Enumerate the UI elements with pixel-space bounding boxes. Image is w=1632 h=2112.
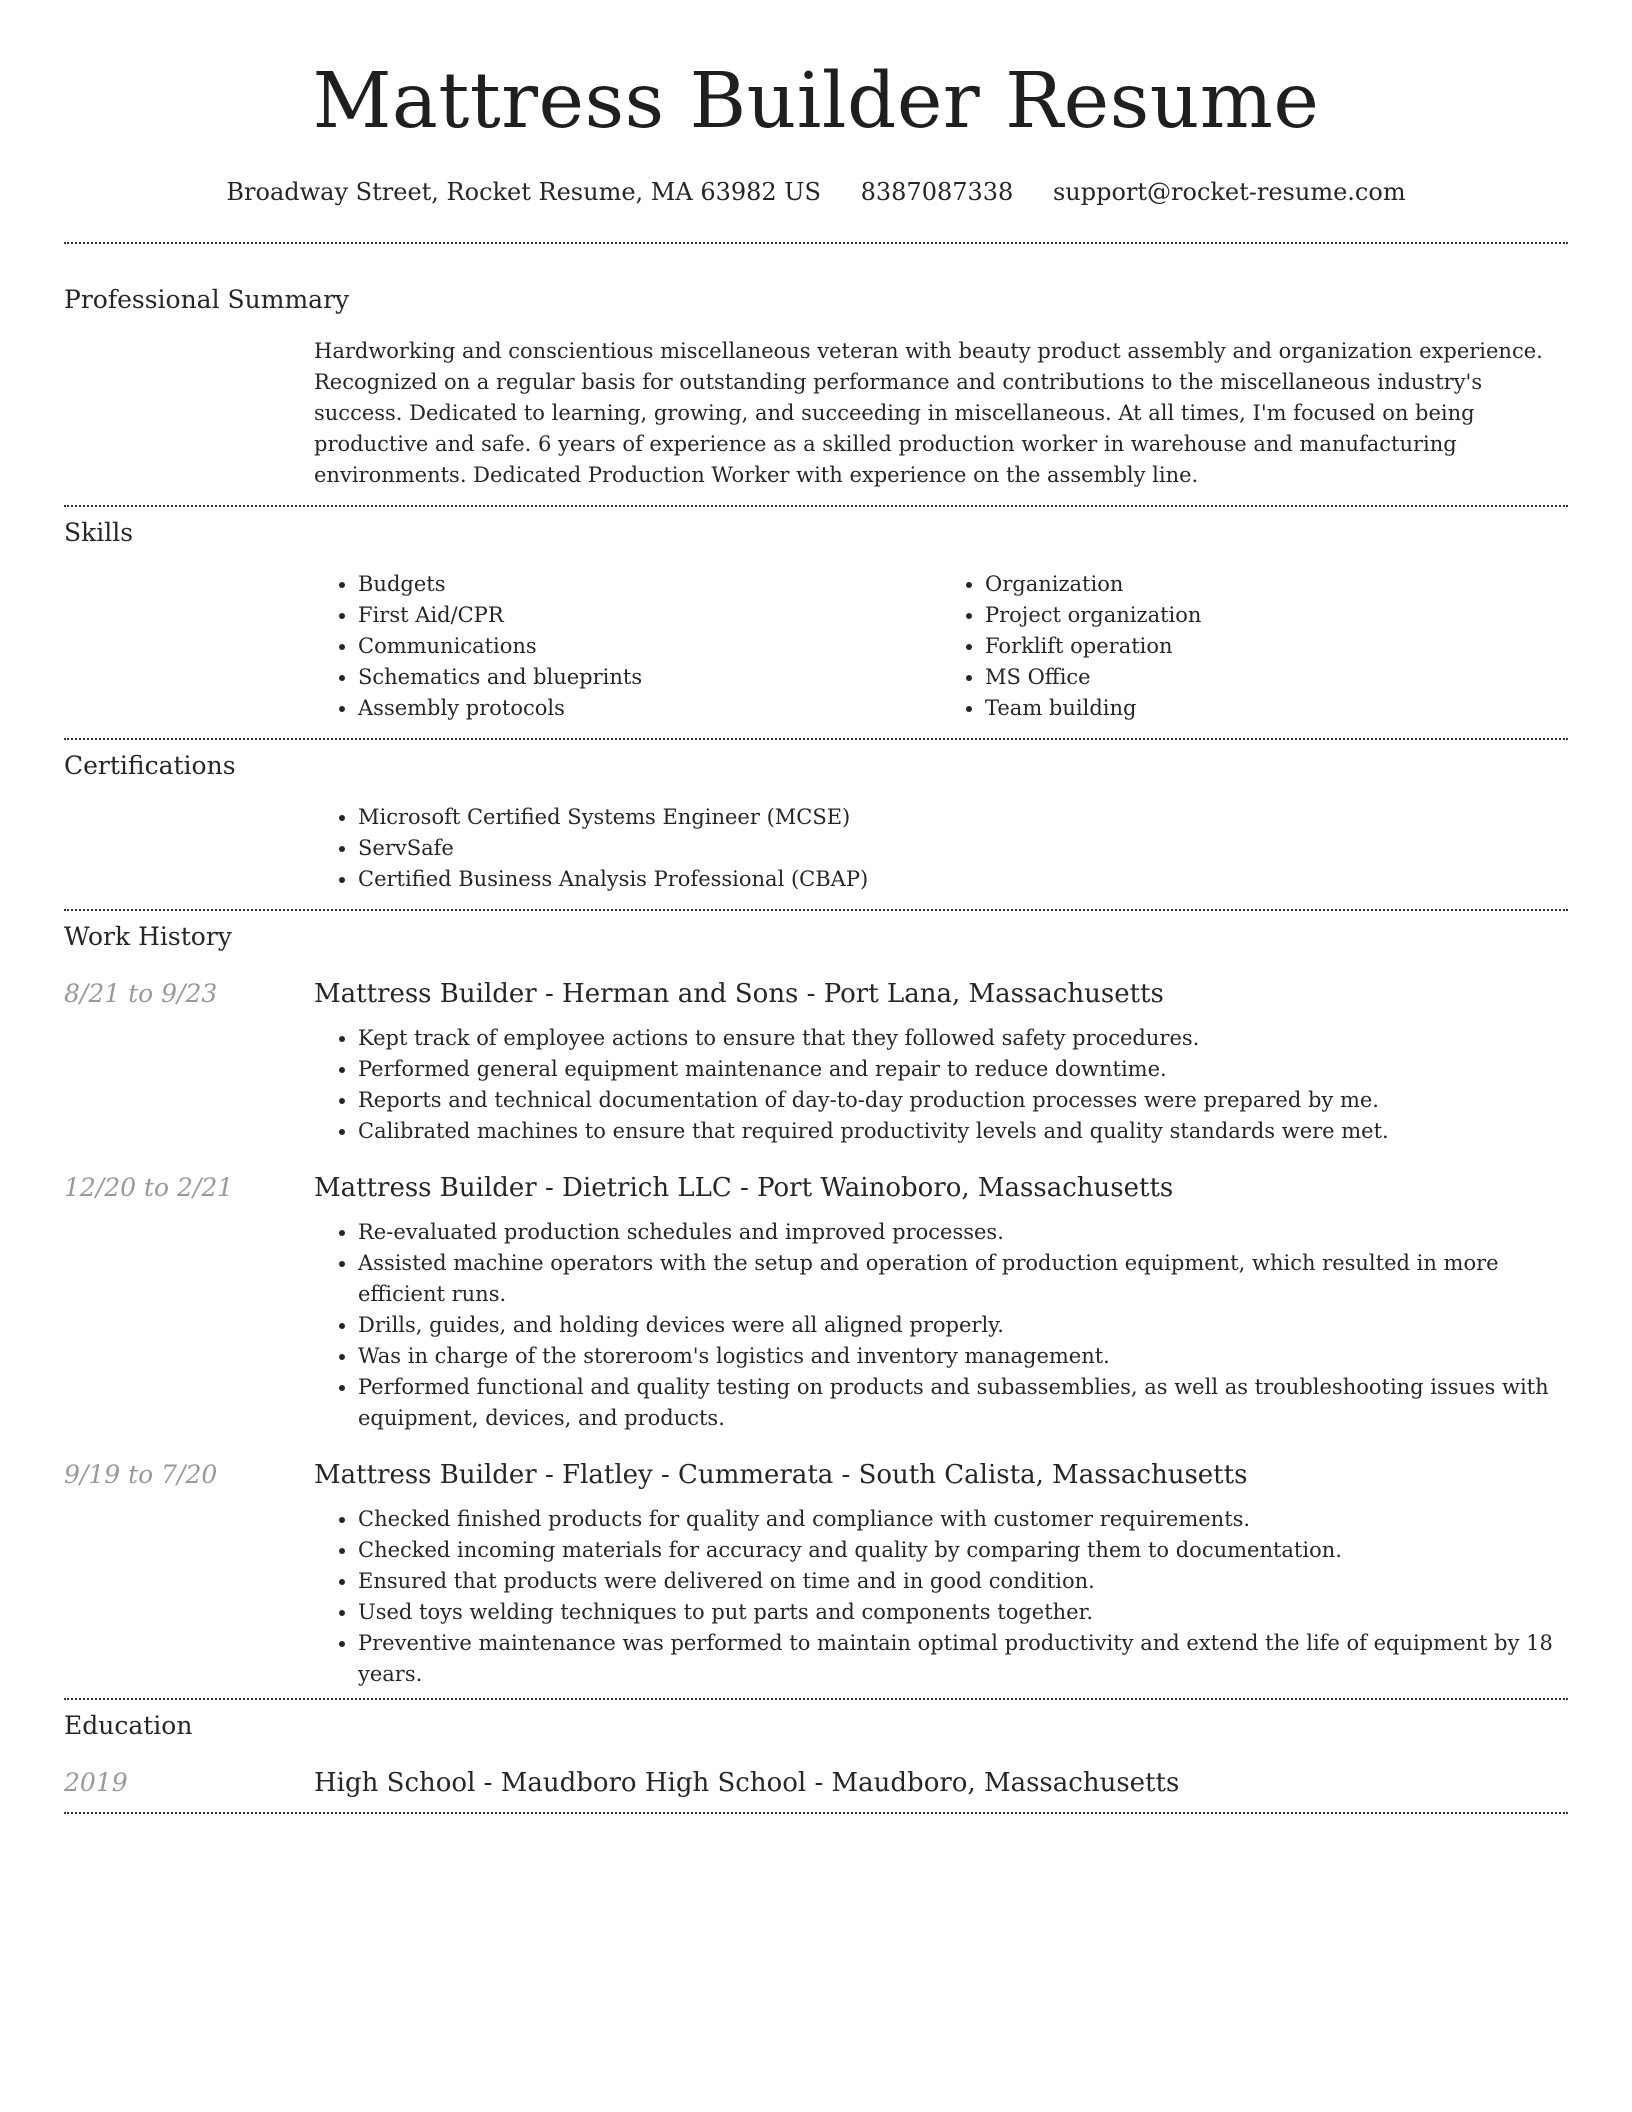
duty-item: • Preventive maintenance was performed to maintain optimal productivity and extend the life of equipment by 18 years.: [358, 1628, 1568, 1690]
education-entry: [64, 1768, 1568, 1812]
skill-item: • Budgets: [358, 569, 941, 600]
education-title: High School - Maudboro High School - Maudboro, Massachusetts: [314, 1768, 1180, 1798]
certification-item: • Microsoft Certified Systems Engineer (MCSE): [358, 802, 1568, 833]
job-title: Mattress Builder - Dietrich LLC - Port Wainoboro, Massachusetts: [314, 1173, 1174, 1203]
duty-item: • Assisted machine operators with the setup and operation of production equipment, which resulted in more efficient runs.: [358, 1248, 1568, 1310]
skill-item: • Team building: [985, 693, 1568, 724]
certifications-list: [314, 802, 1568, 909]
skills-section: [64, 517, 1568, 738]
divider: [64, 909, 1568, 911]
job-entry: [64, 1460, 1568, 1698]
job-duties: [314, 1217, 1568, 1434]
summary-heading: Professional Summary: [64, 285, 350, 314]
skill-item: • Project organization: [985, 600, 1568, 631]
work-history-section: [64, 921, 1568, 1698]
divider: [64, 1698, 1568, 1700]
job-title: Mattress Builder - Flatley - Cummerata - South Calista, Massachusetts: [314, 1460, 1248, 1490]
certifications-section: [64, 750, 1568, 909]
skill-item: • MS Office: [985, 662, 1568, 693]
duty-item: • Checked incoming materials for accuracy and quality by comparing them to documentation.: [358, 1535, 1568, 1566]
contact-email: support@rocket-resume.com: [1052, 178, 1406, 206]
skills-heading: Skills: [64, 518, 134, 547]
certification-item: • ServSafe: [358, 833, 1568, 864]
certifications-heading: Certifications: [64, 751, 236, 780]
job-entry: [64, 1173, 1568, 1434]
skill-item: • Communications: [358, 631, 941, 662]
skill-item: • Forklift operation: [985, 631, 1568, 662]
divider: [64, 242, 1568, 244]
duty-item: • Calibrated machines to ensure that required productivity levels and quality standards were met.: [358, 1116, 1568, 1147]
duty-item: • Ensured that products were delivered on time and in good condition.: [358, 1566, 1568, 1597]
skills-lists: [314, 569, 1568, 738]
education-heading: Education: [64, 1711, 193, 1740]
job-dates: 8/21 to 9/23: [64, 979, 218, 1008]
skill-item: • First Aid/CPR: [358, 600, 941, 631]
duty-item: • Drills, guides, and holding devices were all aligned properly.: [358, 1310, 1568, 1341]
skill-item: • Schematics and blueprints: [358, 662, 941, 693]
duty-item: • Performed functional and quality testing on products and subassemblies, as well as troubleshooting issues with equipment, devices, and products.: [358, 1372, 1568, 1434]
summary-text: Hardworking and conscientious miscellaneous veteran with beauty product assembly and organization experience. Recognized on a regular basis for outstanding performance and contributions to the miscellaneous industry's success. Dedicated to learning, growing, and succeeding in miscellaneous. At all times, I'm focused on being productive and safe. 6 years of experience as a skilled production worker in warehouse and manufacturing environments. Dedicated Production Worker with experience on the assembly line.: [314, 339, 1543, 487]
education-year: 2019: [64, 1768, 128, 1797]
duty-item: • Kept track of employee actions to ensure that they followed safety procedures.: [358, 1023, 1568, 1054]
contact-phone: 8387087338: [860, 178, 1014, 206]
divider: [64, 1812, 1568, 1814]
job-dates: 12/20 to 2/21: [64, 1173, 234, 1202]
skills-list-right: [941, 569, 1568, 724]
divider: [64, 505, 1568, 507]
skills-list-left: [314, 569, 941, 724]
certification-item: • Certified Business Analysis Professional (CBAP): [358, 864, 1568, 895]
job-dates: 9/19 to 7/20: [64, 1460, 218, 1489]
duty-item: • Checked finished products for quality and compliance with customer requirements.: [358, 1504, 1568, 1535]
job-duties: [314, 1504, 1568, 1698]
duty-item: • Used toys welding techniques to put parts and components together.: [358, 1597, 1568, 1628]
skill-item: • Assembly protocols: [358, 693, 941, 724]
duty-item: • Was in charge of the storeroom's logistics and inventory management.: [358, 1341, 1568, 1372]
duty-item: • Re-evaluated production schedules and improved processes.: [358, 1217, 1568, 1248]
work-history-heading: Work History: [64, 922, 232, 951]
contact-address: Broadway Street, Rocket Resume, MA 63982 US: [226, 178, 821, 206]
job-title: Mattress Builder - Herman and Sons - Port Lana, Massachusetts: [314, 979, 1164, 1009]
duty-item: • Reports and technical documentation of day-to-day production processes were prepared by me.: [358, 1085, 1568, 1116]
divider: [64, 738, 1568, 740]
skill-item: • Organization: [985, 569, 1568, 600]
summary-section: [64, 284, 1568, 505]
job-duties: [314, 1023, 1568, 1147]
job-entry: [64, 979, 1568, 1147]
resume-title: Mattress Builder Resume: [312, 57, 1320, 146]
contact-line: [64, 176, 1568, 208]
education-section: [64, 1710, 1568, 1812]
duty-item: • Performed general equipment maintenance and repair to reduce downtime.: [358, 1054, 1568, 1085]
